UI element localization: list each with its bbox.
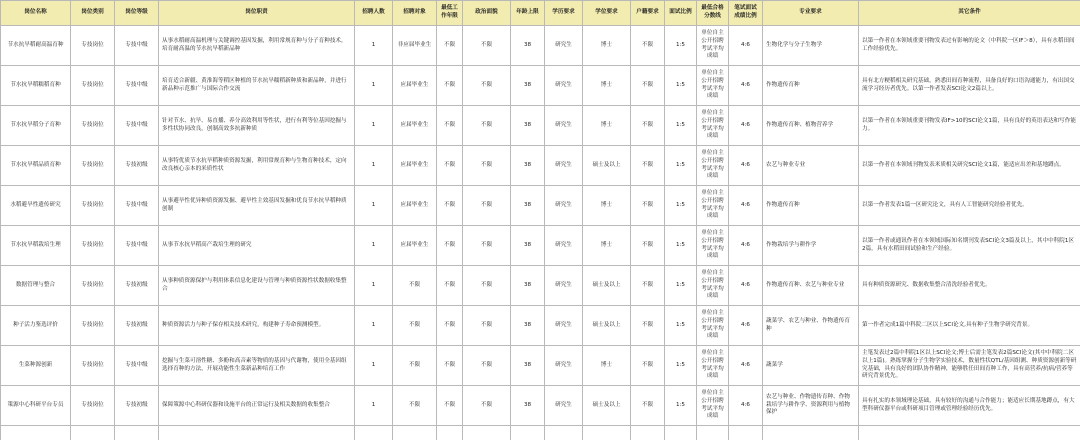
cell-household: 不限 [631,66,665,106]
cell-score-ratio: 4:6 [729,266,763,306]
cell-min-work-years: 不限 [437,226,463,266]
cell-score-ratio: 4:6 [729,66,763,106]
cell-position-category: 专技岗位 [71,146,115,186]
header-age-limit: 年龄上限 [511,1,545,26]
cell-position-category [71,426,115,441]
cell-position-name: 节水抗旱稻分子育种 [1,106,71,146]
cell-position-category: 专技岗位 [71,386,115,426]
cell-household: 不限 [631,146,665,186]
cell-major: 作物遗传育种 [763,66,859,106]
header-position-duties: 岗位职责 [159,1,355,26]
cell-hire-target: 应届毕业生 [393,66,437,106]
cell-household: 不限 [631,106,665,146]
cell-degree: 博士 [583,26,631,66]
cell-score-ratio: 4:6 [729,226,763,266]
cell-interview-ratio: 1:5 [665,306,697,346]
cell-min-pass-score: 单位自主公开招聘考试平均成绩 [697,226,729,266]
cell-major: 作物遗传育种、植物营养学 [763,106,859,146]
header-interview-ratio: 面试比例 [665,1,697,26]
cell-education: 研究生 [545,266,583,306]
cell-position-level: 专技中级 [115,346,159,386]
cell-position-category: 专技岗位 [71,106,115,146]
cell-position-duties: 从事节水抗旱稻高产栽培生理的研究 [159,226,355,266]
cell-age-limit: 38 [511,386,545,426]
cell-hire-target: 应届毕业生 [393,186,437,226]
cell-hire-target [393,426,437,441]
cell-political-status [463,426,511,441]
cell-hire-count: 1 [355,346,393,386]
cell-hire-target: 不限 [393,386,437,426]
cell-household: 不限 [631,26,665,66]
cell-min-work-years: 不限 [437,66,463,106]
table-row [1,146,1080,186]
table-row [1,26,1080,66]
cell-household: 不限 [631,186,665,226]
cell-education: 研究生 [545,346,583,386]
cell-age-limit: 38 [511,266,545,306]
cell-age-limit: 38 [511,226,545,266]
cell-other-conditions: 具有扎实的本领域理论基础，具有较好的沟通与合作能力；能适应长期基地蹲点，有大型科研仪器平台或科研项目管理或管理经验经历优先。 [859,386,1080,426]
cell-interview-ratio: 1:5 [665,186,697,226]
cell-position-name: 策源中心科研平台专员 [1,386,71,426]
cell-major: 作物遗传育种 [763,186,859,226]
header-score-ratio: 笔试面试成绩比例 [729,1,763,26]
cell-political-status: 不限 [463,26,511,66]
cell-position-name: 节水抗旱稻栽培生理 [1,226,71,266]
cell-hire-count: 1 [355,386,393,426]
cell-degree: 博士 [583,106,631,146]
cell-political-status: 不限 [463,266,511,306]
cell-position-name: 种子活力鉴选评价 [1,306,71,346]
header-major: 专业要求 [763,1,859,26]
table-row [1,106,1080,146]
cell-hire-target: 应届毕业生 [393,226,437,266]
cell-education: 研究生 [545,106,583,146]
cell-age-limit: 38 [511,26,545,66]
header-position-level: 岗位等级 [115,1,159,26]
cell-degree [583,426,631,441]
cell-position-category: 专技岗位 [71,226,115,266]
table-row [1,386,1080,426]
table-row [1,266,1080,306]
cell-min-pass-score [697,426,729,441]
cell-education: 研究生 [545,186,583,226]
table-row [1,66,1080,106]
cell-position-level: 专技初级 [115,306,159,346]
cell-age-limit: 38 [511,66,545,106]
cell-min-work-years: 不限 [437,346,463,386]
cell-political-status: 不限 [463,306,511,346]
cell-political-status: 不限 [463,346,511,386]
cell-major: 蔬菜学 [763,346,859,386]
header-political-status: 政治面貌 [463,1,511,26]
cell-other-conditions: 具有种质资源研究、数据收集整合清洗经验者优先。 [859,266,1080,306]
cell-age-limit: 38 [511,306,545,346]
table-row [1,186,1080,226]
cell-age-limit: 38 [511,186,545,226]
cell-position-category: 专技岗位 [71,66,115,106]
header-degree: 学位要求 [583,1,631,26]
cell-position-duties: 从事种质资源保护与利用体系信息化建设与管理与种质资源性状数据收集整合 [159,266,355,306]
cell-degree: 博士 [583,186,631,226]
cell-hire-target: 应届毕业生 [393,106,437,146]
cell-hire-count: 1 [355,306,393,346]
cell-score-ratio: 4:6 [729,186,763,226]
cell-hire-target: 非应届毕业生 [393,26,437,66]
table-row [1,346,1080,386]
cell-min-pass-score: 单位自主公开招聘考试平均成绩 [697,346,729,386]
cell-other-conditions [859,426,1080,441]
table-row [1,226,1080,266]
cell-position-level: 专技初级 [115,146,159,186]
header-min-work-years: 最低工作年限 [437,1,463,26]
cell-position-name: 节水抗旱稻糯稻育种 [1,66,71,106]
cell-other-conditions: 第一作者完成1篇中科院二区以上SCI论文,具有种子生物学研究背景。 [859,306,1080,346]
cell-position-category: 专技岗位 [71,26,115,66]
cell-hire-count: 1 [355,26,393,66]
cell-position-name: 数据管理与整合 [1,266,71,306]
cell-score-ratio: 4:6 [729,386,763,426]
cell-position-name: 生菜种源创新 [1,346,71,386]
cell-degree: 硕士及以上 [583,306,631,346]
cell-position-category: 专技岗位 [71,186,115,226]
cell-position-level: 专技中级 [115,66,159,106]
cell-age-limit: 38 [511,146,545,186]
cell-position-duties: 种质资源活力与种子保存相关技术研究，构建种子寿命预测模型。 [159,306,355,346]
cell-major: 生物化学与分子生物学 [763,26,859,66]
cell-interview-ratio: 1:5 [665,26,697,66]
cell-other-conditions: 以第一作者发表1篇一区研究论文，具有人工智能研究经验者优先。 [859,186,1080,226]
cell-position-name [1,426,71,441]
header-education: 学历要求 [545,1,583,26]
cell-other-conditions: 以第一作者在本领域重要刊物发表过有影响的论文（中科院一区IF＞8），具有水稻田间工作经验优先。 [859,26,1080,66]
cell-interview-ratio: 1:5 [665,226,697,266]
cell-score-ratio: 4:6 [729,146,763,186]
cell-hire-target: 不限 [393,346,437,386]
cell-score-ratio [729,426,763,441]
cell-hire-count: 1 [355,186,393,226]
cell-major: 农艺与种业、作物遗传育种、作物栽培学与耕作学、资源利用与植物保护 [763,386,859,426]
cell-position-duties [159,426,355,441]
cell-household: 不限 [631,386,665,426]
cell-position-duties: 挖掘与生菜可溶性糖、多酚和高音素等物质的基因与代谢物，使用全基因组选择育种的方法，开展功能性生菜新品种培育工作 [159,346,355,386]
cell-major: 作物遗传育种、农艺与种业专业 [763,266,859,306]
cell-hire-target: 不限 [393,306,437,346]
cell-hire-target: 应届毕业生 [393,146,437,186]
cell-position-level: 专技中级 [115,106,159,146]
cell-position-name: 水稻避旱性遗传研究 [1,186,71,226]
cell-score-ratio: 4:6 [729,26,763,66]
cell-score-ratio: 4:6 [729,346,763,386]
cell-position-level: 专技中级 [115,186,159,226]
cell-min-work-years: 不限 [437,186,463,226]
cell-min-pass-score: 单位自主公开招聘考试平均成绩 [697,26,729,66]
cell-interview-ratio: 1:5 [665,346,697,386]
cell-political-status: 不限 [463,66,511,106]
cell-position-duties: 从事避旱性优异种质资源发掘、避旱性主效基因发掘和优良节水抗旱稻种质创制 [159,186,355,226]
cell-min-work-years: 不限 [437,26,463,66]
cell-political-status: 不限 [463,386,511,426]
cell-min-pass-score: 单位自主公开招聘考试平均成绩 [697,106,729,146]
cell-position-duties: 从事水稻耐高温机理与关键调控基因发掘，利用常规育种与分子育种技术，培育耐高温的节水抗旱稻新品种 [159,26,355,66]
cell-position-duties: 培育适合新疆、黄淮海等稻区种植的节水抗旱糯稻新种质和新品种，并进行新品种示范推广与国际合作交流 [159,66,355,106]
cell-degree: 博士 [583,346,631,386]
cell-min-pass-score: 单位自主公开招聘考试平均成绩 [697,186,729,226]
cell-household: 不限 [631,266,665,306]
cell-hire-count: 1 [355,226,393,266]
cell-min-pass-score: 单位自主公开招聘考试平均成绩 [697,66,729,106]
cell-position-category: 专技岗位 [71,306,115,346]
cell-score-ratio: 4:6 [729,106,763,146]
cell-min-work-years: 不限 [437,386,463,426]
cell-degree: 博士 [583,226,631,266]
cell-other-conditions: 以第一作者在本领域重要刊物发表IF>10的SCI论文1篇，具有良好的英语表达和写作能力。 [859,106,1080,146]
cell-position-name: 节水抗旱稻品质育种 [1,146,71,186]
cell-political-status: 不限 [463,146,511,186]
cell-position-level [115,426,159,441]
cell-hire-count: 1 [355,106,393,146]
cell-position-duties: 针对节水、抗旱、易直播、养分高效利用等性状，进行有利等位基因挖掘与多性状协同改良，创制高效多抗新种质 [159,106,355,146]
cell-min-pass-score: 单位自主公开招聘考试平均成绩 [697,146,729,186]
cell-hire-count [355,426,393,441]
cell-degree: 硕士及以上 [583,386,631,426]
cell-education: 研究生 [545,226,583,266]
header-position-name: 岗位名称 [1,1,71,26]
cell-interview-ratio: 1:5 [665,386,697,426]
cell-household [631,426,665,441]
cell-position-level: 专技初级 [115,266,159,306]
cell-position-level: 专技中级 [115,226,159,266]
cell-position-level: 专技中级 [115,26,159,66]
header-hire-target: 招聘对象 [393,1,437,26]
cell-interview-ratio: 1:5 [665,106,697,146]
cell-hire-count: 1 [355,146,393,186]
cell-interview-ratio [665,426,697,441]
cell-political-status: 不限 [463,226,511,266]
cell-political-status: 不限 [463,106,511,146]
header-row [1,1,1080,26]
cell-other-conditions: 主笔发表过2篇中科院1区以上SCI论文;博士后需主笔发表2篇SCI论文(其中中科院二区以上1篇)。熟练掌握分子生物学实验技术，数量性状QTL/基因组测、种质资源创新等研究基础，具有良好的团队协作精神，能够胜任田间育种工作，具有高营养/抗病/营养等研究背景优先。 [859,346,1080,386]
cell-education: 研究生 [545,66,583,106]
cell-major: 作物栽培学与耕作学 [763,226,859,266]
cell-other-conditions: 以第一作者或通讯作者在本领域国际知名期刊发表SCI论文3篇及以上，其中中科院1区2篇，具有水稻田间试验和生产经验。 [859,226,1080,266]
cell-score-ratio: 4:6 [729,306,763,346]
cell-interview-ratio: 1:5 [665,266,697,306]
table-row-partial [1,426,1080,441]
cell-min-pass-score: 单位自主公开招聘考试平均成绩 [697,266,729,306]
cell-min-work-years [437,426,463,441]
cell-interview-ratio: 1:5 [665,66,697,106]
header-min-pass-score: 最低合格分数线 [697,1,729,26]
table-row [1,306,1080,346]
cell-interview-ratio: 1:5 [665,146,697,186]
cell-position-name: 节水抗旱稻耐高温育种 [1,26,71,66]
cell-degree: 博士 [583,66,631,106]
cell-position-level: 专技初级 [115,386,159,426]
header-hire-count: 招聘人数 [355,1,393,26]
cell-position-duties: 保障策源中心科研仪器和设施平台的正常运行及相关数据的收集整合 [159,386,355,426]
cell-min-work-years: 不限 [437,306,463,346]
cell-other-conditions: 以第一作者在本领域刊物发表米质相关研究SCI论文1篇，能适应出差和基地蹲点。 [859,146,1080,186]
cell-position-category: 专技岗位 [71,266,115,306]
cell-position-category: 专技岗位 [71,346,115,386]
cell-education: 研究生 [545,306,583,346]
cell-household: 不限 [631,306,665,346]
cell-min-pass-score: 单位自主公开招聘考试平均成绩 [697,386,729,426]
cell-hire-count: 1 [355,66,393,106]
cell-hire-count: 1 [355,266,393,306]
cell-household: 不限 [631,346,665,386]
cell-position-duties: 从事特优质节水抗旱稻种质资源发掘，利用常规育种与生物育种技术，定向改良核心亲本的米质性状 [159,146,355,186]
cell-age-limit: 38 [511,106,545,146]
cell-min-work-years: 不限 [437,146,463,186]
cell-political-status: 不限 [463,186,511,226]
cell-min-pass-score: 单位自主公开招聘考试平均成绩 [697,306,729,346]
header-position-category: 岗位类别 [71,1,115,26]
header-other-conditions: 其它条件 [859,1,1080,26]
cell-education: 研究生 [545,386,583,426]
cell-min-work-years: 不限 [437,266,463,306]
cell-age-limit: 38 [511,346,545,386]
cell-degree: 硕士及以上 [583,146,631,186]
cell-education [545,426,583,441]
cell-education: 研究生 [545,146,583,186]
cell-min-work-years: 不限 [437,106,463,146]
cell-household: 不限 [631,226,665,266]
cell-major: 农艺与种业专业 [763,146,859,186]
cell-age-limit [511,426,545,441]
cell-degree: 硕士及以上 [583,266,631,306]
cell-hire-target: 不限 [393,266,437,306]
cell-education: 研究生 [545,26,583,66]
cell-major: 蔬菜学、农艺与种业、作物遗传育种 [763,306,859,346]
header-household: 户籍要求 [631,1,665,26]
cell-other-conditions: 具有北方粳稻相关研究基础，熟悉田间育种流程，具备良好的口语沟通能力，有出国交流学习经历者优先。以第一作者发表SCI论文2篇以上。 [859,66,1080,106]
cell-major [763,426,859,441]
